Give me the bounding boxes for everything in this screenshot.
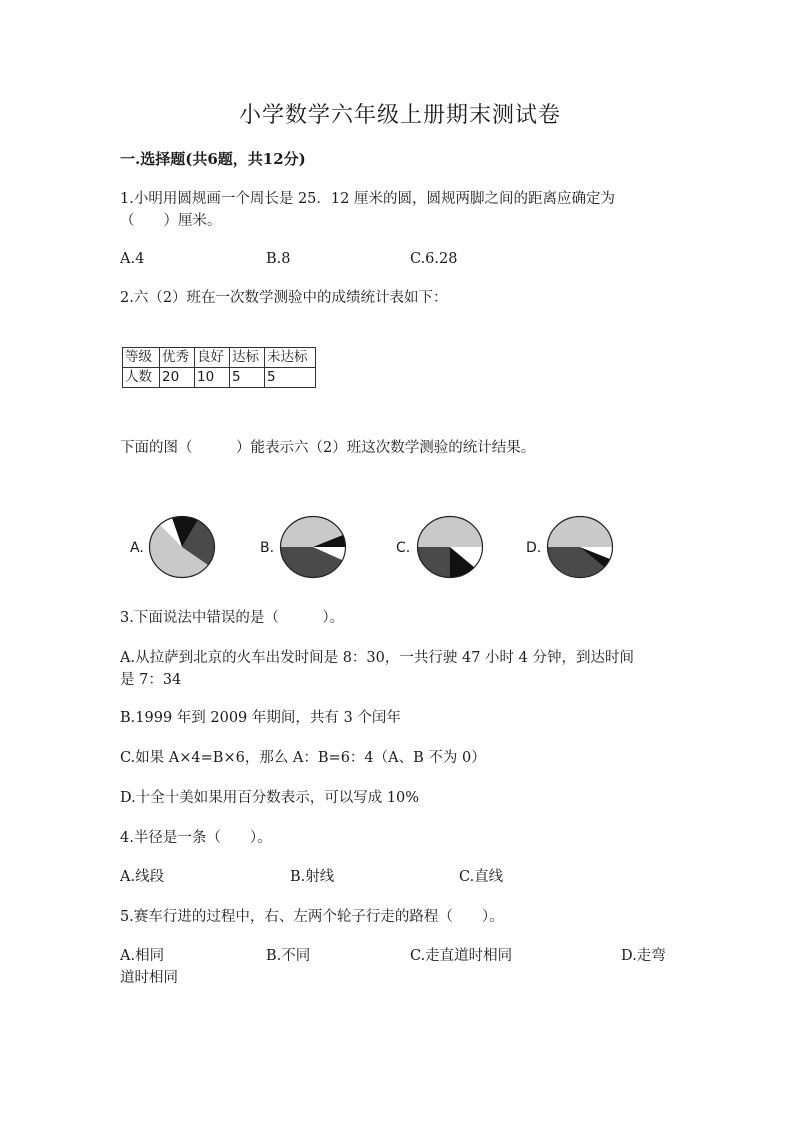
- q1-text-line2: （ ）厘米。: [120, 213, 222, 229]
- q5-text: 5.赛车行进的过程中，右、左两个轮子行走的路程（ ）。: [120, 909, 504, 925]
- table-cell: 等级: [123, 348, 160, 368]
- q5-option-d-continued: 道时相同: [120, 970, 178, 986]
- pie-chart-d: [546, 515, 614, 579]
- q3-option-b: B.1999 年到 2009 年期间，共有 3 个闰年: [120, 710, 401, 726]
- pie-label-c: C.: [396, 540, 411, 556]
- score-stat-table: [122, 347, 316, 388]
- table-header-row: [123, 348, 316, 368]
- q3-option-a-line1: A.从拉萨到北京的火车出发时间是 8：30，一共行驶 47 小时 4 分钟，到达时间: [120, 650, 634, 666]
- q4-option-a: A.线段: [120, 869, 165, 885]
- pie-chart-b: [279, 515, 347, 579]
- pie-chart-c: [416, 515, 484, 579]
- table-cell: 10: [195, 368, 230, 388]
- q3-text: 3.下面说法中错误的是（ ）。: [120, 610, 345, 626]
- q1-text-line1: 1.小明用圆规画一个周长是 25．12 厘米的圆，圆规两脚之间的距离应确定为: [120, 191, 615, 207]
- table-cell: 未达标: [265, 348, 316, 368]
- q2-prompt: 下面的图（ ）能表示六（2）班这次数学测验的统计结果。: [120, 440, 536, 456]
- q3-option-d: D.十全十美如果用百分数表示，可以写成 10%: [120, 790, 420, 806]
- q5-option-b: B.不同: [266, 948, 311, 964]
- pie-label-a: A.: [130, 540, 144, 556]
- q5-option-c: C.走直道时相同: [410, 948, 513, 964]
- q5-option-a: A.相同: [120, 948, 165, 964]
- q4-option-c: C.直线: [459, 869, 504, 885]
- q1-option-c: C.6.28: [410, 251, 458, 267]
- table-cell: 良好: [195, 348, 230, 368]
- q1-option-b: B.8: [266, 251, 291, 267]
- table-cell: 20: [160, 368, 195, 388]
- section-heading: 一.选择题(共6题，共12分): [120, 150, 306, 168]
- q4-text: 4.半径是一条（ ）。: [120, 830, 272, 846]
- table-cell: 优秀: [160, 348, 195, 368]
- pie-chart-a: [148, 515, 216, 579]
- q3-option-c: C.如果 A×4=B×6，那么 A：B=6：4（A、B 不为 0）: [120, 750, 486, 766]
- table-row: [123, 368, 316, 388]
- q1-option-a: A.4: [120, 251, 145, 267]
- page-title: 小学数学六年级上册期末测试卷: [238, 103, 561, 128]
- q3-option-a-line2: 是 7：34: [120, 672, 182, 688]
- q4-option-b: B.射线: [290, 869, 335, 885]
- table-cell: 人数: [123, 368, 160, 388]
- pie-label-b: B.: [260, 540, 275, 556]
- table-cell: 达标: [230, 348, 265, 368]
- table-cell: 5: [230, 368, 265, 388]
- pie-label-d: D.: [526, 540, 542, 556]
- table-cell: 5: [265, 368, 316, 388]
- q2-text: 2.六（2）班在一次数学测验中的成绩统计表如下：: [120, 290, 448, 306]
- q5-option-d: D.走弯: [621, 948, 666, 964]
